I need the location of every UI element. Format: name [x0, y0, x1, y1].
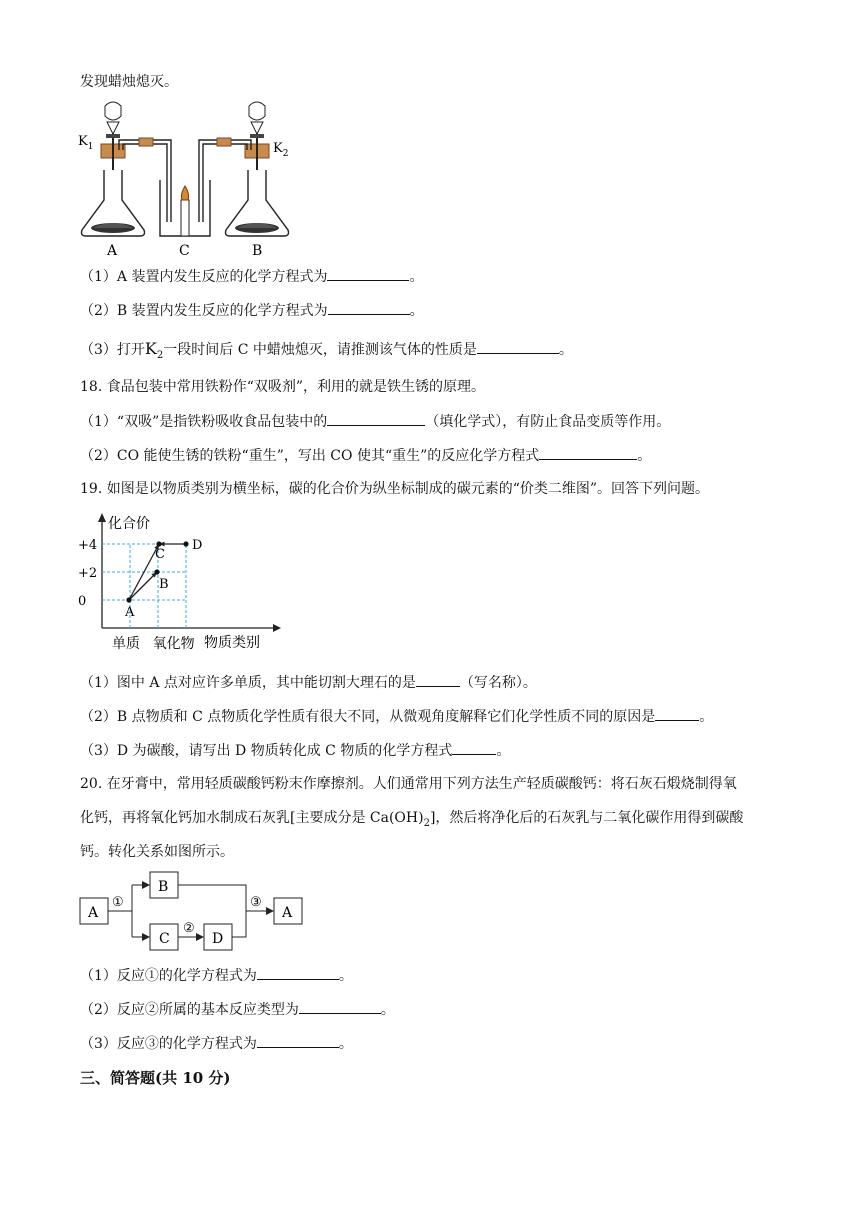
x-tick-label: 氧化物 [152, 636, 195, 652]
q20-part1: （1）反应①的化学方程式为 。 [80, 965, 353, 986]
reaction-3-label: ③ [250, 895, 262, 910]
y-tick-label: +4 [78, 538, 98, 553]
q20-part3: （3）反应③的化学方程式为 。 [80, 1033, 353, 1054]
point-C [156, 541, 161, 546]
q17-part2: （2）B 装置内发生反应的化学方程式为 。 [80, 300, 424, 321]
k1-label: $K_1$ [78, 134, 94, 152]
q19-part1: （1）图中 A 点对应许多单质，其中能切割大理石的是 （写名称）。 [80, 672, 537, 693]
q20-stem-3: 钙。转化关系如图所示。 [80, 844, 234, 860]
answer-blank[interactable] [327, 411, 425, 426]
label-b: B [252, 243, 263, 259]
x-axis-label: 物质类别 [204, 635, 260, 651]
reaction-2-label: ② [183, 921, 195, 936]
answer-blank[interactable] [257, 965, 339, 980]
answer-blank[interactable] [299, 999, 381, 1014]
answer-blank[interactable] [655, 706, 699, 721]
answer-blank[interactable] [477, 339, 559, 354]
q19-part3: （3）D 为碳酸，请写出 D 物质转化成 C 物质的化学方程式 。 [80, 740, 510, 761]
q20-stem-1: 20. 在牙膏中，常用轻质碳酸钙粉末作摩擦剂。人们通常用下列方法生产轻质碳酸钙：将石灰石煅烧制得氧 [80, 776, 737, 792]
label-a: A [107, 243, 118, 259]
svg-text:D: D [212, 931, 224, 947]
point-label-B: B [159, 577, 169, 592]
q18-part2: （2）CO 能使生锈的铁粉“重生”，写出 CO 使其“重生”的反应化学方程式 。 [80, 445, 651, 466]
q17-part3: （3）打开$K_2$一段时间后 C 中蜡烛熄灭，请推测该气体的性质是 。 [80, 339, 573, 361]
answer-blank[interactable] [327, 266, 409, 281]
x-tick-label: 单质 [112, 636, 140, 652]
q20-part2: （2）反应②所属的基本反应类型为 。 [80, 999, 395, 1020]
svg-text:A: A [88, 905, 99, 921]
answer-blank[interactable] [328, 300, 410, 315]
q20-stem-2: 化钙，再将氧化钙加水制成石灰乳[主要成分是 $Ca(OH)_2$]，然后将净化后的石灰乳与二氧化碳作用得到碳酸 [80, 810, 744, 829]
point-D [183, 541, 188, 546]
valence-chart [78, 510, 288, 655]
answer-blank[interactable] [257, 1033, 339, 1048]
answer-blank[interactable] [452, 740, 496, 755]
point-label-A: A [125, 605, 135, 620]
candle-flame [181, 186, 188, 200]
svg-text:B: B [158, 879, 169, 895]
k2-label: $K_2$ [273, 141, 289, 159]
q17-part1: （1）A 装置内发生反应的化学方程式为 。 [80, 266, 423, 287]
arrow-A-B [129, 572, 157, 600]
y-tick-label: +2 [78, 566, 98, 581]
point-B [154, 569, 159, 574]
candle [181, 200, 189, 236]
svg-text:A: A [282, 905, 293, 921]
q19-stem: 19. 如图是以物质类别为横坐标，碳的化合价为纵坐标制成的碳元素的“价类二维图”。回答下列问题。 [80, 481, 710, 497]
answer-blank[interactable] [416, 672, 460, 687]
section-3-heading: 三、简答题(共 10 分) [80, 1069, 231, 1087]
apparatus-figure [76, 100, 306, 260]
flask-b [226, 102, 289, 236]
point-label-C: C [155, 547, 165, 562]
label-c: C [179, 243, 190, 259]
answer-blank[interactable] [539, 445, 637, 460]
svg-text:C: C [159, 931, 170, 947]
q19-part2: （2）B 点物质和 C 点物质化学性质有很大不同，从微观角度解释它们化学性质不同的原因是 。 [80, 706, 713, 727]
flow-diagram [78, 866, 308, 952]
flask-a [82, 102, 145, 236]
q18-stem: 18. 食品包装中常用铁粉作“双吸剂”，利用的就是铁生锈的原理。 [80, 379, 486, 395]
y-tick-label: 0 [78, 594, 87, 609]
intro-tail: 发现蜡烛熄灭。 [80, 74, 178, 90]
point-A [126, 597, 131, 602]
reaction-1-label: ① [112, 895, 124, 910]
q18-part1: （1）“双吸”是指铁粉吸收食品包装中的 （填化学式），有防止食品变质等作用。 [80, 411, 670, 432]
y-axis-label: 化合价 [108, 516, 150, 532]
point-label-D: D [192, 538, 203, 553]
